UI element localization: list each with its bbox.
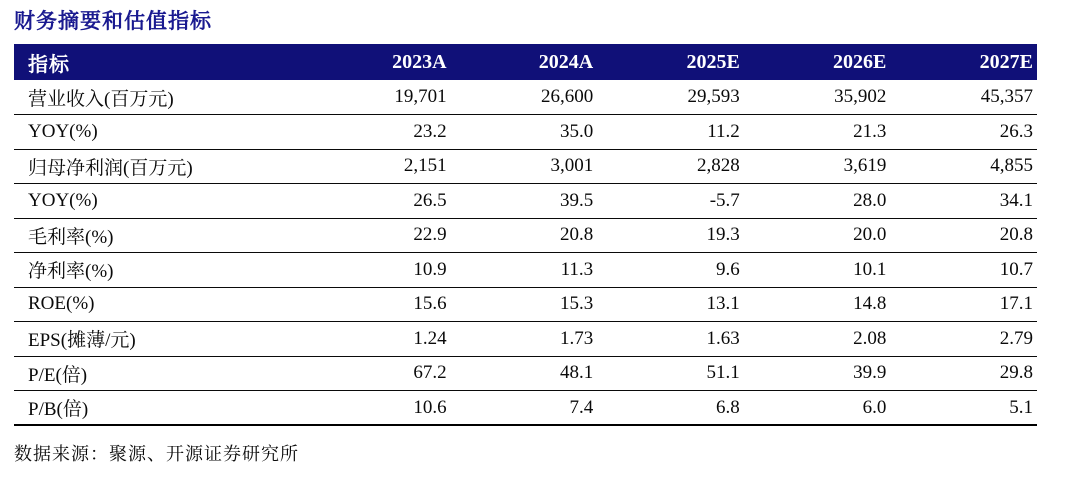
row-label: ROE(%) xyxy=(28,293,95,315)
cell-value: 67.2 xyxy=(413,362,447,384)
cell-value: 7.4 xyxy=(569,396,594,418)
cell-value: 51.1 xyxy=(706,362,740,384)
cell-value: 3,619 xyxy=(843,155,887,177)
row-label: P/B(倍) xyxy=(28,399,89,420)
cell-value: 3,001 xyxy=(550,155,594,177)
cell-value: 26.5 xyxy=(413,189,447,211)
cell-value: 1.24 xyxy=(413,327,447,349)
cell-value: 39.9 xyxy=(853,362,887,384)
table-header-row xyxy=(14,44,1037,80)
cell-value: 10.9 xyxy=(413,258,447,280)
cell-value: 35.0 xyxy=(559,120,594,142)
cell-value: 14.8 xyxy=(853,293,887,315)
column-header-year: 2027E xyxy=(979,50,1033,73)
row-label: YOY(%) xyxy=(28,120,98,142)
cell-value: 2,828 xyxy=(697,155,740,177)
table-row xyxy=(14,253,1037,288)
cell-value: 22.9 xyxy=(413,224,447,246)
row-label: 归母净利润(百万元) xyxy=(28,157,193,179)
column-header-metric: 指标 xyxy=(28,53,70,76)
cell-value: 48.1 xyxy=(559,362,594,384)
table-head xyxy=(14,44,1037,80)
table-row xyxy=(14,184,1037,219)
cell-value: 28.0 xyxy=(853,189,887,211)
cell-value: 5.1 xyxy=(1009,396,1033,418)
cell-value: 13.1 xyxy=(706,293,740,315)
column-header-year: 2024A xyxy=(538,50,594,73)
cell-value: 26,600 xyxy=(540,86,594,107)
cell-value: 11.3 xyxy=(560,258,594,280)
row-label: 营业收入(百万元) xyxy=(28,88,174,110)
cell-value: 19,701 xyxy=(394,86,447,107)
cell-value: 6.0 xyxy=(862,396,887,418)
cell-value: 2.79 xyxy=(999,327,1033,349)
table-row xyxy=(14,322,1037,357)
cell-value: 2.08 xyxy=(853,327,887,349)
row-label: YOY(%) xyxy=(28,189,98,211)
table-row xyxy=(14,391,1037,426)
cell-value: 10.6 xyxy=(413,396,447,418)
table-row xyxy=(14,218,1037,253)
cell-value: 1.63 xyxy=(706,327,740,349)
cell-value: 11.2 xyxy=(707,120,740,142)
row-label: P/E(倍) xyxy=(28,364,88,386)
cell-value: 19.3 xyxy=(706,224,740,246)
cell-value: 39.5 xyxy=(559,189,594,211)
column-header-year: 2023A xyxy=(392,50,447,73)
cell-value: 35,902 xyxy=(834,86,887,107)
column-header-year: 2025E xyxy=(686,50,740,73)
cell-value: 15.6 xyxy=(413,293,447,315)
table-row xyxy=(14,287,1037,322)
row-label: 毛利率(%) xyxy=(28,226,114,248)
cell-value: 29.8 xyxy=(999,362,1033,384)
table-row xyxy=(14,80,1037,115)
cell-value: 45,357 xyxy=(980,86,1033,107)
table-row xyxy=(14,356,1037,391)
cell-value: 34.1 xyxy=(999,189,1033,211)
cell-value: 26.3 xyxy=(999,120,1033,142)
table-row xyxy=(14,115,1037,150)
cell-value: 15.3 xyxy=(559,293,594,315)
cell-value: 29,593 xyxy=(687,86,740,107)
table-row xyxy=(14,149,1037,184)
cell-value: 10.1 xyxy=(853,258,887,280)
data-source-note: 数据来源：聚源、开源证券研究所 xyxy=(14,444,299,464)
row-label: EPS(摊薄/元) xyxy=(28,330,136,352)
cell-value: 20.8 xyxy=(999,224,1033,246)
cell-value: 20.0 xyxy=(853,224,887,246)
cell-value: 2,151 xyxy=(403,155,447,177)
cell-value: 4,855 xyxy=(990,155,1033,177)
cell-value: 20.8 xyxy=(559,224,594,246)
table-body xyxy=(14,80,1037,425)
column-header-year: 2026E xyxy=(833,50,887,73)
cell-value: -5.7 xyxy=(709,189,740,211)
cell-value: 10.7 xyxy=(999,258,1033,280)
cell-value: 9.6 xyxy=(716,258,740,280)
row-label: 净利率(%) xyxy=(28,261,114,283)
cell-value: 1.73 xyxy=(559,327,594,349)
cell-value: 23.2 xyxy=(413,120,447,142)
cell-value: 6.8 xyxy=(716,396,740,418)
cell-value: 17.1 xyxy=(999,293,1033,315)
financial-summary-table xyxy=(14,44,1037,426)
cell-value: 21.3 xyxy=(853,120,887,142)
page-title: 财务摘要和估值指标 xyxy=(14,9,212,33)
